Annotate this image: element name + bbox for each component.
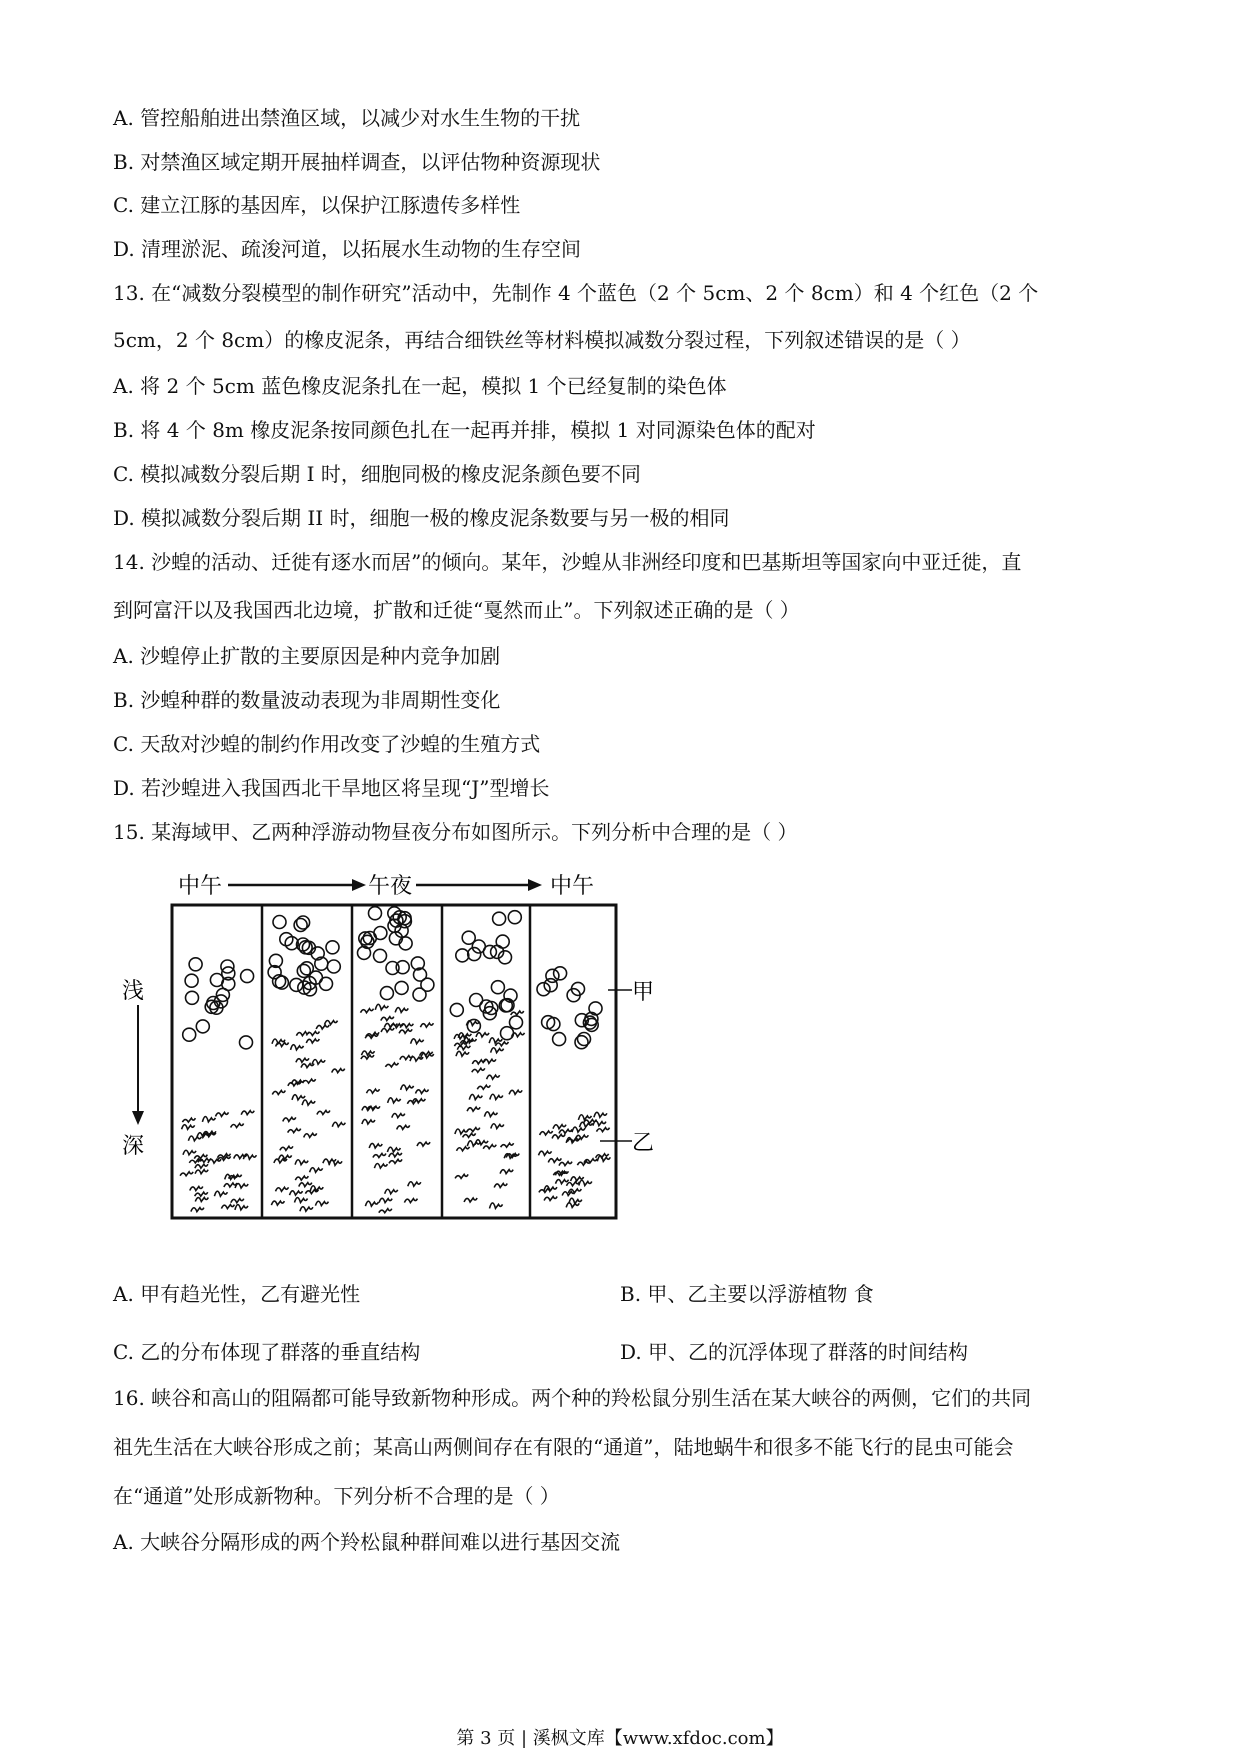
- species-yi-mark: [241, 1111, 254, 1115]
- page-footer: 第 3 页 | 溪枫文库【www.xfdoc.com】: [456, 1728, 784, 1749]
- species-yi-mark: [310, 1186, 323, 1191]
- species-yi-mark: [195, 1164, 208, 1168]
- time-arrow-2: [416, 879, 542, 891]
- species-yi-mark: [397, 1125, 410, 1129]
- species-yi-mark: [467, 1128, 480, 1132]
- species-yi-mark: [373, 1154, 386, 1158]
- species-jia-circle: [578, 1033, 591, 1046]
- species-yi-mark: [369, 1143, 382, 1148]
- species-yi-mark: [548, 1158, 561, 1162]
- species-jia-circle: [369, 907, 382, 920]
- species-jia-circle: [241, 970, 254, 983]
- label-yi: 乙: [632, 1131, 655, 1156]
- species-yi-mark: [272, 1091, 285, 1095]
- species-jia-circle: [186, 991, 199, 1004]
- species-yi-mark: [385, 1063, 398, 1067]
- species-jia-circle: [546, 969, 559, 982]
- species-yi-mark: [509, 1090, 522, 1094]
- species-yi-mark: [539, 1151, 552, 1155]
- species-yi-mark: [567, 1182, 580, 1186]
- species-yi-mark: [487, 1075, 500, 1079]
- species-yi-mark: [316, 1025, 329, 1029]
- species-yi-mark: [299, 1183, 312, 1187]
- species-jia-circle: [358, 946, 371, 959]
- species-yi-mark: [180, 1172, 193, 1176]
- species-yi-mark: [404, 1199, 417, 1203]
- species-yi-mark: [195, 1170, 208, 1174]
- species-jia-circle: [189, 958, 202, 971]
- species-yi-mark: [597, 1156, 610, 1161]
- species-yi-mark: [490, 1203, 503, 1208]
- species-yi-mark: [325, 1021, 338, 1025]
- species-yi-mark: [182, 1125, 195, 1130]
- q13-option-d: D. 模拟减数分裂后期 II 时，细胞一极的橡皮泥条数要与另一极的相同: [113, 506, 730, 530]
- species-yi-mark: [416, 1090, 429, 1094]
- q14-option-c: C. 天敌对沙蝗的制约作用改变了沙蝗的生殖方式: [113, 732, 541, 756]
- q13-option-c: C. 模拟减数分裂后期 I 时，细胞同极的橡皮泥条颜色要不同: [113, 462, 641, 486]
- species-yi-mark: [301, 1064, 314, 1068]
- species-yi-mark: [191, 1208, 204, 1212]
- species-jia-circle: [374, 949, 387, 962]
- species-yi-mark: [381, 1017, 394, 1021]
- species-yi-mark: [500, 1170, 513, 1174]
- species-jia-circle: [290, 978, 303, 991]
- species-jia-circle: [327, 960, 340, 973]
- label-jia: 甲: [632, 980, 655, 1005]
- species-yi-mark: [463, 1133, 476, 1137]
- species-yi-mark: [417, 1142, 430, 1146]
- species-yi-mark: [388, 1098, 401, 1103]
- species-yi-mark: [578, 1115, 591, 1120]
- species-jia-circle: [456, 949, 469, 962]
- species-jia-circle: [185, 974, 198, 987]
- species-yi-mark: [183, 1150, 196, 1155]
- species-yi-mark: [389, 1153, 402, 1157]
- species-yi-mark: [457, 1046, 470, 1050]
- species-yi-mark: [374, 1164, 387, 1169]
- species-yi-mark: [597, 1128, 610, 1132]
- species-yi-mark: [420, 1023, 433, 1027]
- q16-stem-line-3: 在“通道”处形成新物种。下列分析不合理的是（ ）: [113, 1484, 560, 1508]
- species-yi-mark: [367, 1089, 380, 1093]
- species-yi-mark: [279, 1155, 292, 1159]
- q14-stem-line-1: 14. 沙蝗的活动、迁徙有逐水而居”的倾向。某年，沙蝗从非洲经印度和巴基斯坦等国家向中亚迁徙，直: [113, 550, 1022, 574]
- species-yi-mark: [379, 1198, 392, 1202]
- q15-stem: 15. 某海域甲、乙两种浮游动物昼夜分布如图所示。下列分析中合理的是（ ）: [113, 820, 798, 844]
- species-yi-mark: [332, 1069, 345, 1073]
- species-yi-mark: [455, 1129, 468, 1134]
- species-yi-mark: [231, 1199, 244, 1203]
- species-yi-mark: [559, 1162, 572, 1166]
- species-yi-mark: [457, 1147, 470, 1151]
- species-yi-mark: [484, 1112, 497, 1117]
- species-yi-mark: [399, 1029, 412, 1033]
- species-yi-mark: [300, 1207, 313, 1212]
- q14-option-b: B. 沙蝗种群的数量波动表现为非周期性变化: [113, 688, 501, 712]
- species-yi-mark: [288, 1129, 301, 1133]
- species-yi-mark: [231, 1124, 244, 1128]
- species-yi-mark: [295, 1198, 308, 1203]
- species-yi-mark: [362, 1051, 375, 1055]
- species-yi-mark: [385, 1189, 398, 1194]
- species-yi-mark: [456, 1051, 469, 1056]
- species-yi-mark: [491, 1124, 504, 1129]
- species-yi-mark: [579, 1180, 592, 1185]
- species-yi-mark: [389, 1159, 402, 1163]
- q12-option-d: D. 清理淤泥、疏浚河道，以拓展水生动物的生存空间: [113, 237, 582, 261]
- species-yi-mark: [553, 1125, 566, 1129]
- species-jia-circles: [183, 907, 602, 1049]
- species-yi-mark: [544, 1197, 557, 1201]
- q14-option-d: D. 若沙蝗进入我国西北干旱地区将呈现“J”型增长: [113, 776, 550, 800]
- species-yi-mark: [408, 1182, 421, 1186]
- species-yi-mark: [361, 1009, 374, 1013]
- species-jia-circle: [297, 964, 310, 977]
- species-yi-mark: [501, 1143, 514, 1147]
- species-yi-mark: [379, 1209, 392, 1213]
- species-jia-circle: [508, 911, 521, 924]
- species-yi-mark: [489, 1038, 502, 1043]
- species-yi-mark: [491, 1048, 504, 1053]
- q14-stem-line-2: 到阿富汗以及我国西北边境，扩散和迁徙“戛然而止”。下列叙述正确的是（ ）: [113, 598, 800, 622]
- label-midnight: 午夜: [368, 874, 413, 899]
- species-yi-mark: [559, 1129, 572, 1133]
- species-yi-mark: [291, 1045, 304, 1050]
- species-yi-mark: [332, 1122, 345, 1126]
- species-yi-mark: [304, 1133, 317, 1137]
- species-jia-circle: [413, 988, 426, 1001]
- species-jia-circle: [553, 1033, 566, 1046]
- species-jia-circle: [493, 912, 506, 925]
- species-jia-circle: [395, 981, 408, 994]
- species-yi-mark: [467, 1107, 480, 1111]
- time-arrow-1: [228, 879, 366, 891]
- species-yi-mark: [235, 1205, 248, 1210]
- q15-option-b: B. 甲、乙主要以浮游植物 食: [620, 1282, 874, 1306]
- species-jia-circle: [326, 941, 339, 954]
- species-jia-circle: [196, 1020, 209, 1033]
- species-yi-mark: [540, 1131, 553, 1135]
- species-yi-mark: [280, 1146, 293, 1150]
- species-yi-mark: [276, 1187, 289, 1191]
- species-yi-mark: [195, 1198, 208, 1202]
- species-yi-mark: [315, 1201, 328, 1205]
- species-jia-circle: [496, 935, 509, 948]
- species-yi-mark: [221, 1205, 234, 1209]
- species-yi-mark: [476, 1033, 489, 1037]
- species-yi-mark: [467, 1141, 480, 1146]
- label-deep: 深: [122, 1134, 145, 1159]
- q15-option-c: C. 乙的分布体现了群落的垂直结构: [113, 1340, 421, 1364]
- q16-stem-line-1: 16. 峡谷和高山的阻隔都可能导致新物种形成。两个种的羚松鼠分别生活在某大峡谷的两侧，它们的共同: [113, 1386, 1032, 1410]
- q13-stem-line-2: 5cm，2 个 8cm）的橡皮泥条，再结合细铁丝等材料模拟减数分裂过程，下列叙述错误的是（ ）: [113, 328, 971, 352]
- q13-option-b: B. 将 4 个 8m 橡皮泥条按同颜色扎在一起再并排，模拟 1 对同源染色体的配对: [113, 418, 816, 442]
- species-yi-mark: [202, 1117, 215, 1122]
- q12-option-a: A. 管控船舶进出禁渔区域，以减少对水生生物的干扰: [113, 106, 581, 130]
- species-yi-mark: [411, 1039, 424, 1044]
- species-yi-mark: [556, 1180, 569, 1184]
- species-yi-mark: [216, 1112, 229, 1116]
- q15-option-a: A. 甲有趋光性，乙有避光性: [113, 1282, 361, 1306]
- species-jia-circle: [297, 916, 310, 929]
- species-yi-mark: [483, 1145, 496, 1149]
- species-yi-mark: [464, 1198, 477, 1202]
- species-yi-mark: [472, 1068, 485, 1072]
- species-yi-mark: [302, 1100, 315, 1105]
- species-yi-mark: [362, 1119, 375, 1124]
- q14-option-a: A. 沙蝗停止扩散的主要原因是种内竞争加剧: [113, 644, 501, 668]
- species-yi-mark: [188, 1136, 201, 1141]
- species-jia-circle: [273, 916, 286, 929]
- q12-option-b: B. 对禁渔区域定期开展抽样调查，以评估物种资源现状: [113, 150, 601, 174]
- species-jia-circle: [491, 981, 504, 994]
- species-yi-mark: [295, 1176, 308, 1180]
- q15-option-d: D. 甲、乙的沉浮体现了群落的时间结构: [620, 1340, 969, 1364]
- species-yi-mark: [214, 1191, 227, 1196]
- species-yi-mark: [552, 1134, 565, 1138]
- species-yi-mark: [194, 1155, 207, 1159]
- label-noon-left: 中午: [178, 874, 223, 899]
- species-jia-circle: [501, 1027, 514, 1040]
- species-jia-circle: [468, 948, 481, 961]
- species-jia-circle: [510, 1016, 523, 1029]
- label-noon-right: 中午: [550, 874, 595, 899]
- species-jia-circle: [294, 919, 307, 932]
- species-jia-circle: [470, 994, 483, 1007]
- species-yi-mark: [271, 1201, 284, 1205]
- species-yi-mark: [511, 1011, 524, 1015]
- species-yi-mark: [495, 1042, 508, 1046]
- species-yi-mark: [296, 1058, 309, 1062]
- species-yi-mark: [306, 1039, 319, 1043]
- species-jia-circle: [554, 967, 567, 980]
- species-yi-mark: [469, 1094, 482, 1099]
- species-yi-mark: [392, 1114, 405, 1118]
- species-yi-mark: [283, 1117, 296, 1121]
- plankton-distribution-figure: [120, 865, 680, 1225]
- species-yi-mark: [312, 1060, 325, 1065]
- species-yi-mark: [458, 1033, 471, 1038]
- species-yi-mark: [182, 1118, 195, 1122]
- species-yi-mark: [295, 1160, 308, 1165]
- q12-option-c: C. 建立江豚的基因库，以保护江豚遗传多样性: [113, 193, 521, 217]
- species-yi-mark: [455, 1174, 468, 1178]
- species-yi-mark: [310, 1168, 323, 1173]
- species-yi-mark: [593, 1121, 606, 1126]
- species-yi-mark: [572, 1127, 585, 1132]
- species-jia-circle: [380, 987, 393, 1000]
- species-yi-mark: [195, 1192, 208, 1196]
- species-yi-mark: [290, 1191, 303, 1195]
- species-jia-circle: [240, 1036, 253, 1049]
- q16-stem-line-2: 祖先生活在大峡谷形成之前；某高山两侧间存在有限的“通道”，陆地蜗牛和很多不能飞行的昆虫可能会: [113, 1435, 1014, 1459]
- species-jia-circle: [183, 1028, 196, 1041]
- species-yi-mark: [365, 1201, 378, 1206]
- q13-stem-line-1: 13. 在“减数分裂模型的制作研究”活动中，先制作 4 个蓝色（2 个 5cm、2 个 8cm）和 4 个红色（2 个: [113, 281, 1039, 305]
- species-yi-mark: [375, 1004, 388, 1009]
- species-yi-mark: [381, 1028, 394, 1032]
- panel-frame: [172, 905, 616, 1218]
- species-yi-mark: [594, 1112, 607, 1117]
- species-yi-mark: [477, 1085, 490, 1089]
- species-yi-mark: [317, 1111, 330, 1115]
- species-yi-mark: [490, 1094, 503, 1099]
- q13-option-a: A. 将 2 个 5cm 蓝色橡皮泥条扎在一起，模拟 1 个已经复制的染色体: [113, 374, 727, 398]
- species-yi-mark: [190, 1187, 203, 1191]
- label-shallow: 浅: [122, 979, 145, 1004]
- q16-option-a: A. 大峡谷分隔形成的两个羚松鼠种群间难以进行基因交流: [113, 1530, 621, 1554]
- species-yi-mark: [387, 1147, 400, 1152]
- species-yi-mark: [494, 1184, 507, 1188]
- depth-arrow: [132, 1005, 144, 1125]
- species-yi-mark: [292, 1095, 305, 1100]
- species-yi-mark: [401, 1085, 414, 1090]
- species-jia-circle: [450, 1003, 463, 1016]
- species-yi-mark: [395, 1008, 408, 1013]
